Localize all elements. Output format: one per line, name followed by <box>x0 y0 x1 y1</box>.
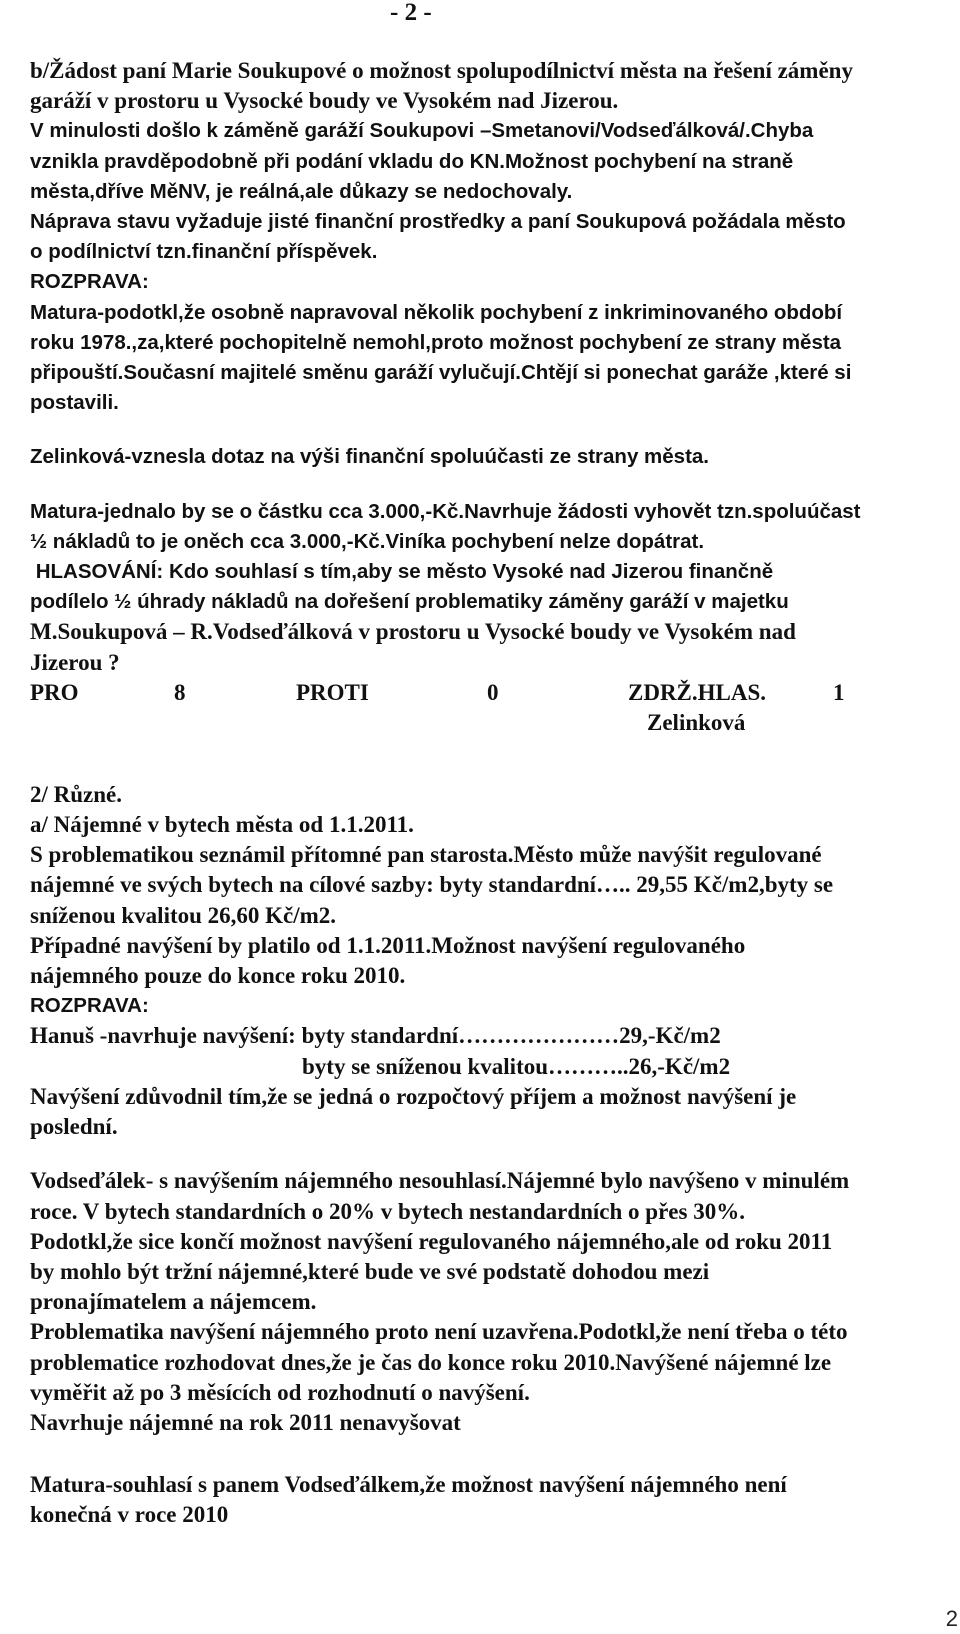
section-heading: 2/ Různé. <box>30 781 122 807</box>
section-b-title-line: b/Žádost paní Marie Soukupové o možnost spolupodílnictví města na řešení záměny <box>30 58 853 83</box>
page-number-top: - 2 - <box>390 0 432 26</box>
rozprava-heading: ROZPRAVA: <box>30 994 149 1018</box>
text-line: Navrhuje nájemné na rok 2011 nenavyšovat <box>30 1409 461 1435</box>
vote-abstain-name: Zelinková <box>647 709 746 735</box>
text-line: konečná v roce 2010 <box>30 1502 229 1528</box>
text-line: vznikla pravděpodobně při podání vkladu do KN.Možnost pochybení na straně <box>30 149 794 173</box>
rozprava-heading: ROZPRAVA: <box>30 270 149 294</box>
vote-abstain-name-row <box>30 708 955 742</box>
vote-zdrz-value: 1 <box>833 679 845 705</box>
vote-zdrz-label: ZDRŽ.HLAS. <box>628 679 767 705</box>
text-line: Případné navýšení by platilo od 1.1.2011.Možnost navýšení regulovaného <box>30 932 746 958</box>
section-subheading: a/ Nájemné v bytech města od 1.1.2011. <box>30 812 414 838</box>
document-body <box>30 56 955 1531</box>
text-line: o podílnictví tzn.finanční příspěvek. <box>30 240 378 264</box>
text-line: Navýšení zdůvodnil tím,že se jedná o rozpočtový příjem a možnost navýšení je <box>30 1083 797 1109</box>
section-2 <box>30 780 955 1531</box>
hanus-proposal-line: Hanuš -navrhuje navýšení: byty standardní…………………29,-Kč/m2 <box>30 1023 721 1049</box>
section-b <box>30 56 955 742</box>
vote-results <box>30 678 955 708</box>
text-line: ½ nákladů to je oněch cca 3.000,-Kč.Viníka pochybení nelze dopátrat. <box>30 529 705 553</box>
hlasovani-line: HLASOVÁNÍ: Kdo souhlasí s tím,aby se město Vysoké nad Jizerou finančně <box>30 560 774 584</box>
text-line: Vodseďálek- s navýšením nájemného nesouhlasí.Nájemné bylo navýšeno v minulém <box>30 1168 850 1194</box>
text-line: vyměřit až po 3 měsících od rozhodnutí o navýšení. <box>30 1379 530 1405</box>
text-line: nájemného pouze do konce roku 2010. <box>30 963 406 989</box>
text-line: V minulosti došlo k záměně garáží Soukupovi –Smetanovi/Vodseďálková/.Chyba <box>30 119 814 143</box>
text-line: Matura-jednalo by se o částku cca 3.000,-Kč.Navrhuje žádosti vyhovět tzn.spoluúčast <box>30 499 861 523</box>
text-line: by mohlo být tržní nájemné,které bude ve své podstatě dohodou mezi <box>30 1258 710 1284</box>
text-line: roku 1978.,za,které pochopitelně nemohl,proto možnost pochybení ze strany města <box>30 330 842 354</box>
vote-proti-value: 0 <box>487 679 499 705</box>
text-line: Problematika navýšení nájemného proto není uzavřena.Podotkl,že není třeba o této <box>30 1319 848 1345</box>
text-line: nájemné ve svých bytech na cílové sazby: byty standardní….. 29,55 Kč/m2,byty se <box>30 872 834 898</box>
zelinkova-question: Zelinková-vznesla dotaz na výši finanční spoluúčasti ze strany města. <box>30 445 710 469</box>
text-line: Náprava stavu vyžaduje jisté finanční prostředky a paní Soukupová požádala město <box>30 210 846 234</box>
text-line: S problematikou seznámil přítomné pan starosta.Město může navýšit regulované <box>30 842 822 868</box>
hanus-proposal-line: byty se sníženou kvalitou………..26,-Kč/m2 <box>302 1053 731 1079</box>
vote-pro-value: 8 <box>174 679 186 705</box>
text-line: sníženou kvalitou 26,60 Kč/m2. <box>30 902 337 928</box>
hlasovani-line: Jizerou ? <box>30 649 120 675</box>
text-line: roce. V bytech standardních o 20% v bytech nestandardních o přes 30%. <box>30 1198 745 1224</box>
hlasovani-line: podílelo ½ úhrady nákladů na dořešení problematiky záměny garáží v majetku <box>30 590 789 614</box>
text-line: postavili. <box>30 391 119 415</box>
vote-pro-label: PRO <box>30 679 79 705</box>
text-line: Matura-souhlasí s panem Vodseďálkem,že možnost navýšení nájemného není <box>30 1472 787 1498</box>
text-line: poslední. <box>30 1114 118 1140</box>
text-line: připouští.Současní majitelé směnu garáží vylučují.Chtějí si ponechat garáže ,které si <box>30 361 852 385</box>
text-line: Podotkl,že sice končí možnost navýšení regulovaného nájemného,ale od roku 2011 <box>30 1228 833 1254</box>
hlasovani-line: M.Soukupová – R.Vodseďálková v prostoru u Vysocké boudy ve Vysokém nad <box>30 619 796 645</box>
page-number-bottom: 2 <box>945 1606 958 1631</box>
section-b-title-line: garáží v prostoru u Vysocké boudy ve Vysokém nad Jizerou. <box>30 88 619 114</box>
text-line: pronajímatelem a nájemcem. <box>30 1289 317 1315</box>
text-line: problematice rozhodovat dnes,že je čas do konce roku 2010.Navýšené nájemné lze <box>30 1349 832 1375</box>
text-line: Matura-podotkl,že osobně napravoval několik pochybení z inkriminovaného období <box>30 300 843 324</box>
vote-proti-label: PROTI <box>296 679 369 705</box>
text-line: města,dříve MěNV, je reálná,ale důkazy se nedochovaly. <box>30 179 573 203</box>
